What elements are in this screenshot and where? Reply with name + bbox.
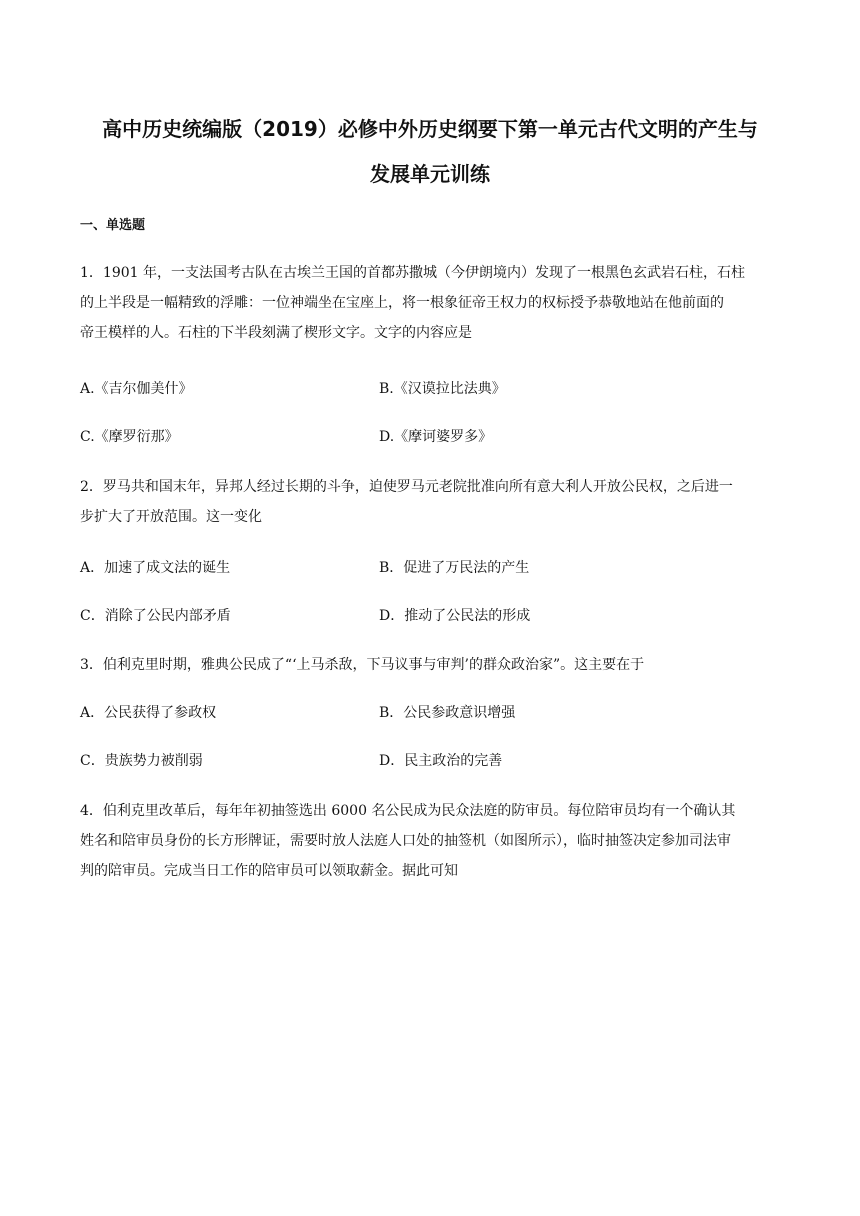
question-2-option-c[interactable]: C．消除了公民内部矛盾 [80,608,231,624]
question-1-option-d[interactable]: D.《摩诃婆罗多》 [379,429,493,445]
question-3-stem [80,650,782,680]
question-3-option-a[interactable]: A．公民获得了参政权 [80,705,217,721]
question-2-option-a[interactable]: A．加速了成文法的诞生 [80,560,231,576]
document-title-line-1: 高中历史统编版（2019）必修中外历史纲要下第一单元古代文明的产生与 [102,117,758,141]
question-2-line-2: 步扩大了开放范围。这一变化 [80,509,262,525]
question-4-line-1: 4．伯利克里改革后，每年年初抽签选出 6000 名公民成为民众法庭的防审员。每位陪审员均有一个确认其 [80,803,736,819]
question-1-line-1: 1．1901 年，一支法国考古队在古埃兰王国的首都苏撒城（今伊朗境内）发现了一根黑色玄武岩石柱，石柱 [80,265,745,281]
question-1-line-3: 帝王模样的人。石柱的下半段刻满了楔形文字。文字的内容应是 [80,325,472,341]
section-heading: 一、单选题 [80,218,146,233]
question-1-option-a[interactable]: A.《吉尔伽美什》 [80,381,193,397]
question-2-stem [80,472,782,532]
question-4-stem [80,796,782,886]
question-2-option-d[interactable]: D．推动了公民法的形成 [379,608,531,624]
question-2-option-b[interactable]: B．促进了万民法的产生 [379,560,530,576]
question-3-option-d[interactable]: D．民主政治的完善 [379,753,503,769]
question-1-stem [80,258,782,348]
question-3-line-1: 3．伯利克里时期，雅典公民成了“‘上马杀敌，下马议事与审判’的群众政治家”。这主要在于 [80,657,645,673]
question-1-line-2: 的上半段是一幅精致的浮雕：一位神端坐在宝座上，将一根象征帝王权力的权标授予恭敬地站在他前面的 [80,295,724,311]
question-3-option-b[interactable]: B．公民参政意识增强 [379,705,516,721]
question-4-line-2: 姓名和陪审员身份的长方形牌证，需要时放人法庭人口处的抽签机（如图所示），临时抽签决定参加司法审 [80,833,731,849]
document-title-line-2: 发展单元训练 [370,162,490,186]
question-4-line-3: 判的陪审员。完成当日工作的陪审员可以领取薪金。据此可知 [80,863,458,879]
question-2-line-1: 2．罗马共和国末年，异邦人经过长期的斗争，迫使罗马元老院批准向所有意大利人开放公民权，之后进一 [80,479,733,495]
question-3-option-c[interactable]: C．贵族势力被削弱 [80,753,203,769]
question-1-option-b[interactable]: B.《汉谟拉比法典》 [379,381,506,397]
question-1-option-c[interactable]: C.《摩罗衍那》 [80,429,179,445]
